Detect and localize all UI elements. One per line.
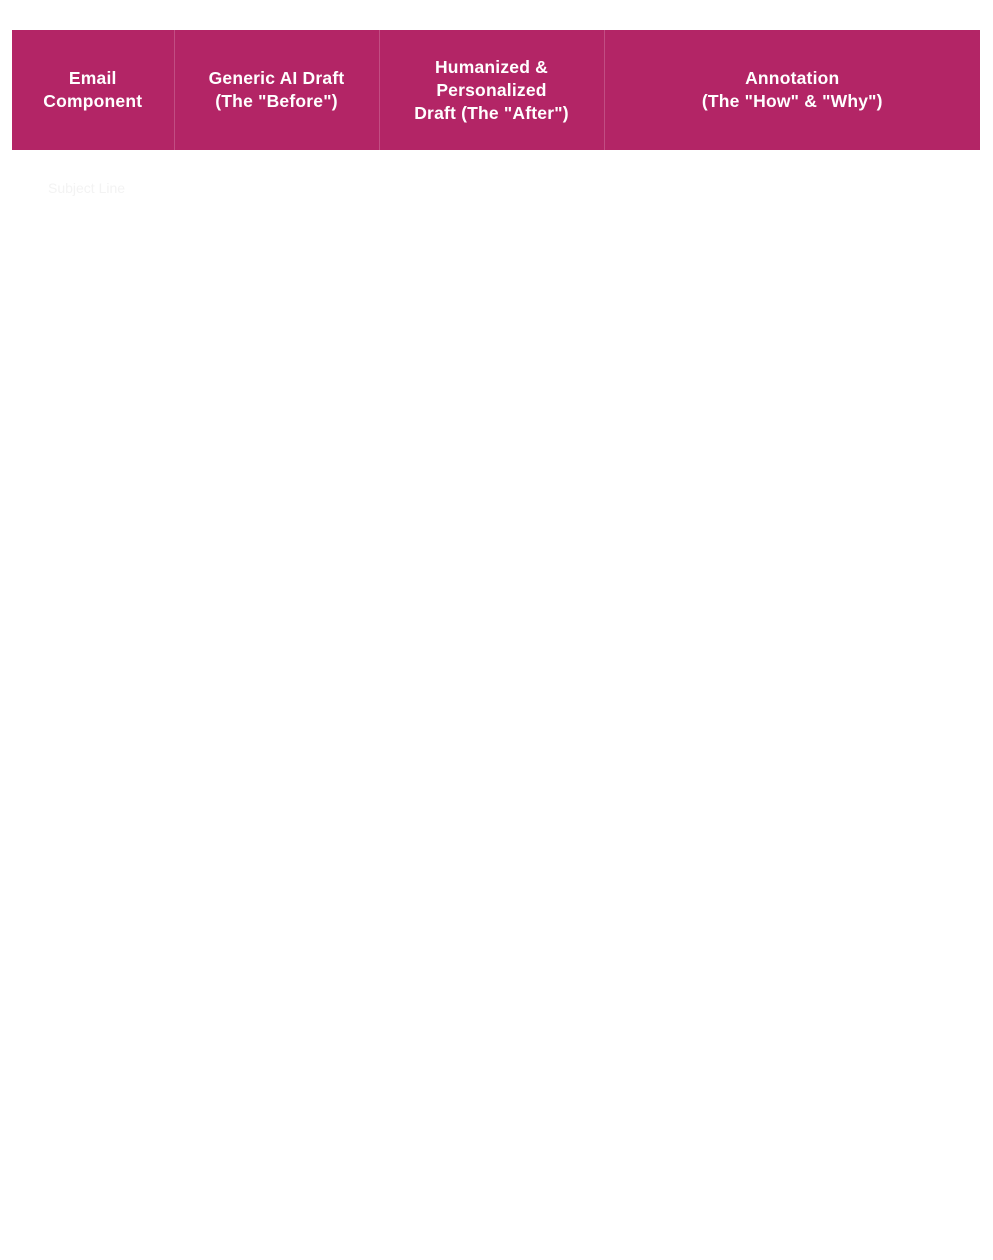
header-annotation: Annotation (The "How" & "Why") — [604, 30, 980, 150]
table-row — [12, 150, 980, 274]
table-body — [12, 150, 980, 274]
cell-component: Subject Line — [48, 180, 126, 196]
header-humanized-draft: Humanized & Personalized Draft (The "After") — [379, 30, 604, 150]
cell-annotation — [604, 150, 980, 274]
header-email-component: Email Component — [12, 30, 174, 150]
table-header — [12, 30, 980, 150]
header-generic-ai-draft: Generic AI Draft (The "Before") — [174, 30, 379, 150]
comparison-table — [12, 30, 980, 274]
header-row — [12, 30, 980, 150]
cell-before — [174, 150, 379, 274]
cell-after — [379, 150, 604, 274]
